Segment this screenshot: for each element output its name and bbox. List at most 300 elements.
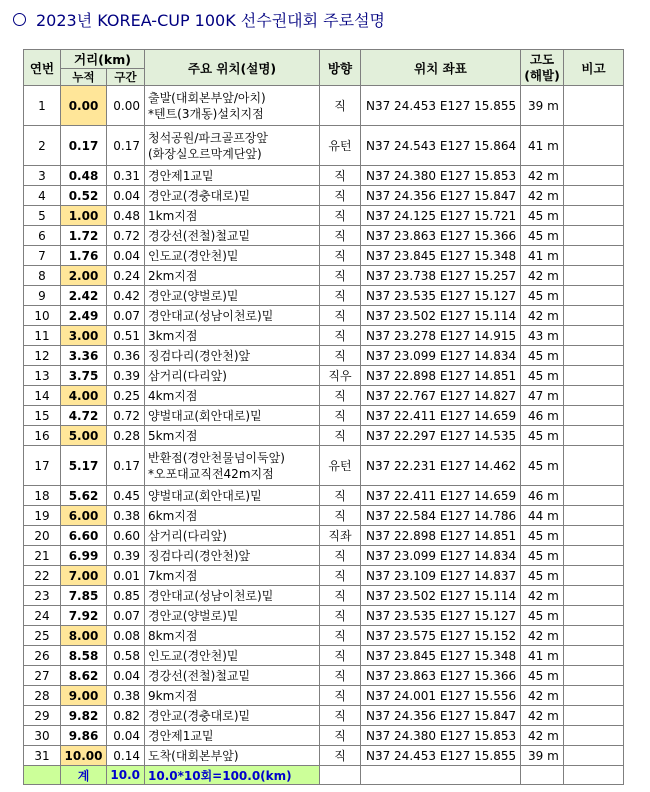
cumulative-distance: 4.72 [61, 406, 107, 426]
table-body [24, 86, 624, 766]
location-line: 경강선(전철)철교밑 [148, 228, 251, 243]
altitude: 45 m [521, 566, 564, 586]
note [564, 246, 624, 266]
coordinates: N37 22.898 E127 14.851 [361, 526, 521, 546]
coordinates: N37 23.099 E127 14.834 [361, 346, 521, 366]
location-line: 2km지점 [148, 268, 198, 283]
cumulative-distance: 1.00 [61, 206, 107, 226]
table-row [24, 406, 624, 426]
table-row [24, 206, 624, 226]
direction: 직 [320, 286, 361, 306]
row-number: 22 [24, 566, 61, 586]
altitude: 47 m [521, 386, 564, 406]
location-line: 출발(대회본부앞/아치) [148, 90, 266, 105]
table-row [24, 246, 624, 266]
altitude: 45 m [521, 206, 564, 226]
direction: 직 [320, 406, 361, 426]
table-row [24, 366, 624, 386]
table-row [24, 446, 624, 486]
altitude: 42 m [521, 686, 564, 706]
header-altitude-line1: 고도 [529, 51, 555, 67]
location-line: 8km지점 [148, 628, 198, 643]
coordinates: N37 22.231 E127 14.462 [361, 446, 521, 486]
cumulative-distance: 2.49 [61, 306, 107, 326]
direction: 직 [320, 346, 361, 366]
table-row [24, 166, 624, 186]
row-number: 14 [24, 386, 61, 406]
direction: 직 [320, 86, 361, 126]
location-description [145, 706, 320, 726]
altitude: 45 m [521, 526, 564, 546]
table-row [24, 506, 624, 526]
note [564, 706, 624, 726]
segment-distance: 0.58 [107, 646, 145, 666]
altitude: 43 m [521, 326, 564, 346]
direction: 직 [320, 306, 361, 326]
direction: 직좌 [320, 526, 361, 546]
coordinates: N37 23.099 E127 14.834 [361, 546, 521, 566]
circle-bullet-icon [13, 13, 26, 26]
row-number: 29 [24, 706, 61, 726]
location-line: 인도교(경안천)밑 [148, 648, 239, 663]
direction: 직우 [320, 366, 361, 386]
note [564, 306, 624, 326]
cumulative-distance: 2.42 [61, 286, 107, 306]
coordinates: N37 24.125 E127 15.721 [361, 206, 521, 226]
coordinates: N37 23.845 E127 15.348 [361, 646, 521, 666]
footer-summary: 10.0*10회=100.0(km) [145, 766, 320, 785]
coordinates: N37 23.109 E127 14.837 [361, 566, 521, 586]
direction: 직 [320, 486, 361, 506]
location-description [145, 666, 320, 686]
coordinates: N37 23.845 E127 15.348 [361, 246, 521, 266]
note [564, 186, 624, 206]
location-description [145, 166, 320, 186]
footer-label: 계 [61, 766, 107, 785]
direction: 직 [320, 226, 361, 246]
location-description [145, 326, 320, 346]
segment-distance: 0.72 [107, 406, 145, 426]
location-line: 도착(대회본부앞) [148, 748, 239, 763]
row-number: 28 [24, 686, 61, 706]
coordinates: N37 23.535 E127 15.127 [361, 286, 521, 306]
row-number: 3 [24, 166, 61, 186]
segment-distance: 0.31 [107, 166, 145, 186]
table-row [24, 566, 624, 586]
segment-distance: 0.00 [107, 86, 145, 126]
table-row [24, 86, 624, 126]
location-line: 반환점(경안천물넘이둑앞) [148, 450, 285, 465]
direction: 직 [320, 426, 361, 446]
note [564, 86, 624, 126]
page-title-text: 2023년 KOREA-CUP 100K 선수권대회 주로설명 [36, 10, 385, 30]
location-description [145, 306, 320, 326]
footer-empty-cell [320, 766, 361, 785]
note [564, 206, 624, 226]
location-description [145, 426, 320, 446]
location-line: 3km지점 [148, 328, 198, 343]
location-description [145, 206, 320, 226]
direction: 직 [320, 326, 361, 346]
segment-distance: 0.14 [107, 746, 145, 766]
altitude: 42 m [521, 166, 564, 186]
cumulative-distance: 7.92 [61, 606, 107, 626]
cumulative-distance: 6.00 [61, 506, 107, 526]
note [564, 406, 624, 426]
coordinates: N37 22.898 E127 14.851 [361, 366, 521, 386]
coordinates: N37 22.767 E127 14.827 [361, 386, 521, 406]
altitude: 41 m [521, 126, 564, 166]
location-line: 경안교(경충대로)밑 [148, 708, 251, 723]
cumulative-distance: 9.86 [61, 726, 107, 746]
coordinates: N37 24.001 E127 15.556 [361, 686, 521, 706]
footer-empty-cell [521, 766, 564, 785]
direction: 직 [320, 666, 361, 686]
table-row [24, 126, 624, 166]
row-number: 11 [24, 326, 61, 346]
table-row [24, 426, 624, 446]
note [564, 446, 624, 486]
location-line: 청석공원/파크골프장앞 [148, 130, 268, 145]
location-description [145, 746, 320, 766]
altitude: 42 m [521, 586, 564, 606]
location-line: 경안대교(성남이천로)밑 [148, 308, 274, 323]
coordinates: N37 24.380 E127 15.853 [361, 166, 521, 186]
coordinates: N37 24.453 E127 15.855 [361, 86, 521, 126]
table-footer [24, 766, 624, 785]
segment-distance: 0.24 [107, 266, 145, 286]
table-row [24, 666, 624, 686]
direction: 직 [320, 506, 361, 526]
row-number: 10 [24, 306, 61, 326]
cumulative-distance: 9.82 [61, 706, 107, 726]
altitude: 45 m [521, 366, 564, 386]
direction: 직 [320, 686, 361, 706]
header-location: 주요 위치(설명) [145, 50, 320, 86]
location-line: 1km지점 [148, 208, 198, 223]
coordinates: N37 23.575 E127 15.152 [361, 626, 521, 646]
location-line: 경강선(전철)철교밑 [148, 668, 251, 683]
coordinates: N37 23.738 E127 15.257 [361, 266, 521, 286]
note [564, 166, 624, 186]
header-cumulative: 누적 [61, 69, 107, 86]
coordinates: N37 23.535 E127 15.127 [361, 606, 521, 626]
note [564, 666, 624, 686]
cumulative-distance: 3.00 [61, 326, 107, 346]
cumulative-distance: 1.76 [61, 246, 107, 266]
cumulative-distance: 8.58 [61, 646, 107, 666]
table-row [24, 326, 624, 346]
table-row [24, 726, 624, 746]
note [564, 546, 624, 566]
table-row [24, 706, 624, 726]
table-row [24, 346, 624, 366]
coordinates: N37 24.356 E127 15.847 [361, 186, 521, 206]
direction: 직 [320, 586, 361, 606]
location-description [145, 246, 320, 266]
location-description [145, 226, 320, 246]
note [564, 326, 624, 346]
altitude: 44 m [521, 506, 564, 526]
table-row [24, 586, 624, 606]
direction: 직 [320, 606, 361, 626]
altitude: 41 m [521, 646, 564, 666]
altitude: 42 m [521, 706, 564, 726]
direction: 유턴 [320, 446, 361, 486]
direction: 직 [320, 206, 361, 226]
coordinates: N37 23.502 E127 15.114 [361, 586, 521, 606]
location-line: 4km지점 [148, 388, 198, 403]
note [564, 346, 624, 366]
cumulative-distance: 7.00 [61, 566, 107, 586]
coordinates: N37 23.863 E127 15.366 [361, 666, 521, 686]
note [564, 286, 624, 306]
header-segment: 구간 [107, 69, 145, 86]
direction: 유턴 [320, 126, 361, 166]
coordinates: N37 22.411 E127 14.659 [361, 486, 521, 506]
row-number: 19 [24, 506, 61, 526]
segment-distance: 0.04 [107, 186, 145, 206]
coordinates: N37 23.502 E127 15.114 [361, 306, 521, 326]
location-line: *오포대교직전42m지점 [148, 466, 274, 481]
altitude: 46 m [521, 406, 564, 426]
location-description [145, 586, 320, 606]
course-table [23, 49, 624, 785]
altitude: 42 m [521, 186, 564, 206]
note [564, 686, 624, 706]
header-coords: 위치 좌표 [361, 50, 521, 86]
location-line: 9km지점 [148, 688, 198, 703]
location-description [145, 446, 320, 486]
location-line: 경안교(양벌로)밑 [148, 288, 239, 303]
altitude: 39 m [521, 746, 564, 766]
table-row [24, 486, 624, 506]
segment-distance: 0.85 [107, 586, 145, 606]
row-number: 26 [24, 646, 61, 666]
footer-segment-total: 10.0 [107, 766, 145, 785]
note [564, 386, 624, 406]
location-description [145, 506, 320, 526]
location-description [145, 286, 320, 306]
note [564, 366, 624, 386]
location-description [145, 606, 320, 626]
altitude: 45 m [521, 606, 564, 626]
cumulative-distance: 2.00 [61, 266, 107, 286]
location-line: 경안교(양벌로)밑 [148, 608, 239, 623]
location-line: 양벌대교(회안대로)밑 [148, 488, 262, 503]
location-description [145, 126, 320, 166]
location-description [145, 406, 320, 426]
location-line: 인도교(경안천)밑 [148, 248, 239, 263]
note [564, 726, 624, 746]
segment-distance: 0.51 [107, 326, 145, 346]
location-description [145, 626, 320, 646]
segment-distance: 0.04 [107, 726, 145, 746]
location-line: 경안교(경충대로)밑 [148, 188, 251, 203]
table-row [24, 546, 624, 566]
header-direction: 방향 [320, 50, 361, 86]
location-line: *텐트(3개동)설치지점 [148, 106, 264, 121]
segment-distance: 0.72 [107, 226, 145, 246]
footer-empty-cell [24, 766, 61, 785]
table-row [24, 266, 624, 286]
location-description [145, 186, 320, 206]
segment-distance: 0.39 [107, 366, 145, 386]
location-line: 경안대교(성남이천로)밑 [148, 588, 274, 603]
cumulative-distance: 6.99 [61, 546, 107, 566]
segment-distance: 0.25 [107, 386, 145, 406]
direction: 직 [320, 166, 361, 186]
location-description [145, 486, 320, 506]
note [564, 126, 624, 166]
segment-distance: 0.60 [107, 526, 145, 546]
altitude: 45 m [521, 426, 564, 446]
table-row [24, 606, 624, 626]
location-description [145, 526, 320, 546]
cumulative-distance: 3.75 [61, 366, 107, 386]
cumulative-distance: 5.00 [61, 426, 107, 446]
location-line: 경안제1교밑 [148, 728, 214, 743]
note [564, 746, 624, 766]
location-description [145, 726, 320, 746]
direction: 직 [320, 626, 361, 646]
table-row [24, 626, 624, 646]
row-number: 18 [24, 486, 61, 506]
row-number: 13 [24, 366, 61, 386]
location-description [145, 546, 320, 566]
table-row [24, 226, 624, 246]
altitude: 42 m [521, 306, 564, 326]
altitude: 41 m [521, 246, 564, 266]
note [564, 626, 624, 646]
table-header [24, 50, 624, 86]
segment-distance: 0.45 [107, 486, 145, 506]
altitude: 45 m [521, 546, 564, 566]
cumulative-distance: 9.00 [61, 686, 107, 706]
location-line: 6km지점 [148, 508, 198, 523]
row-number: 15 [24, 406, 61, 426]
location-description [145, 366, 320, 386]
row-number: 31 [24, 746, 61, 766]
altitude: 46 m [521, 486, 564, 506]
row-number: 27 [24, 666, 61, 686]
direction: 직 [320, 266, 361, 286]
table-row [24, 386, 624, 406]
coordinates: N37 22.297 E127 14.535 [361, 426, 521, 446]
coordinates: N37 24.453 E127 15.855 [361, 746, 521, 766]
segment-distance: 0.48 [107, 206, 145, 226]
segment-distance: 0.82 [107, 706, 145, 726]
direction: 직 [320, 746, 361, 766]
cumulative-distance: 5.62 [61, 486, 107, 506]
coordinates: N37 24.356 E127 15.847 [361, 706, 521, 726]
row-number: 6 [24, 226, 61, 246]
header-altitude-line2: (해발) [524, 67, 560, 83]
note [564, 226, 624, 246]
header-distance: 거리(km) [61, 50, 145, 69]
altitude: 42 m [521, 626, 564, 646]
coordinates: N37 23.863 E127 15.366 [361, 226, 521, 246]
cumulative-distance: 5.17 [61, 446, 107, 486]
row-number: 17 [24, 446, 61, 486]
table-row [24, 686, 624, 706]
cumulative-distance: 0.48 [61, 166, 107, 186]
segment-distance: 0.01 [107, 566, 145, 586]
cumulative-distance: 10.00 [61, 746, 107, 766]
segment-distance: 0.07 [107, 606, 145, 626]
location-line: 경안제1교밑 [148, 168, 214, 183]
row-number: 23 [24, 586, 61, 606]
coordinates: N37 24.543 E127 15.864 [361, 126, 521, 166]
coordinates: N37 23.278 E127 14.915 [361, 326, 521, 346]
cumulative-distance: 8.62 [61, 666, 107, 686]
row-number: 20 [24, 526, 61, 546]
header-note: 비고 [564, 50, 624, 86]
row-number: 4 [24, 186, 61, 206]
direction: 직 [320, 186, 361, 206]
cumulative-distance: 0.00 [61, 86, 107, 126]
coordinates: N37 22.584 E127 14.786 [361, 506, 521, 526]
note [564, 426, 624, 446]
row-number: 12 [24, 346, 61, 366]
row-number: 5 [24, 206, 61, 226]
table-row [24, 526, 624, 546]
note [564, 486, 624, 506]
cumulative-distance: 1.72 [61, 226, 107, 246]
location-description [145, 266, 320, 286]
cumulative-distance: 7.85 [61, 586, 107, 606]
coordinates: N37 22.411 E127 14.659 [361, 406, 521, 426]
cumulative-distance: 0.17 [61, 126, 107, 166]
segment-distance: 0.17 [107, 446, 145, 486]
location-line: 징검다리(경안천)앞 [148, 548, 251, 563]
location-description [145, 386, 320, 406]
row-number: 9 [24, 286, 61, 306]
row-number: 7 [24, 246, 61, 266]
location-description [145, 346, 320, 366]
segment-distance: 0.28 [107, 426, 145, 446]
segment-distance: 0.39 [107, 546, 145, 566]
location-line: 삼거리(다리앞) [148, 368, 227, 383]
location-description [145, 86, 320, 126]
altitude: 45 m [521, 286, 564, 306]
table-row [24, 286, 624, 306]
footer-empty-cell [361, 766, 521, 785]
row-number: 24 [24, 606, 61, 626]
header-no: 연번 [24, 50, 61, 86]
cumulative-distance: 0.52 [61, 186, 107, 206]
location-line: 삼거리(다리앞) [148, 528, 227, 543]
footer-empty-cell [564, 766, 624, 785]
note [564, 566, 624, 586]
note [564, 646, 624, 666]
row-number: 8 [24, 266, 61, 286]
altitude: 42 m [521, 266, 564, 286]
location-description [145, 646, 320, 666]
segment-distance: 0.07 [107, 306, 145, 326]
note [564, 506, 624, 526]
note [564, 606, 624, 626]
direction: 직 [320, 726, 361, 746]
location-line: 양벌대교(회안대로)밑 [148, 408, 262, 423]
direction: 직 [320, 646, 361, 666]
segment-distance: 0.42 [107, 286, 145, 306]
header-altitude [521, 50, 564, 86]
altitude: 45 m [521, 446, 564, 486]
segment-distance: 0.04 [107, 666, 145, 686]
row-number: 25 [24, 626, 61, 646]
cumulative-distance: 6.60 [61, 526, 107, 546]
